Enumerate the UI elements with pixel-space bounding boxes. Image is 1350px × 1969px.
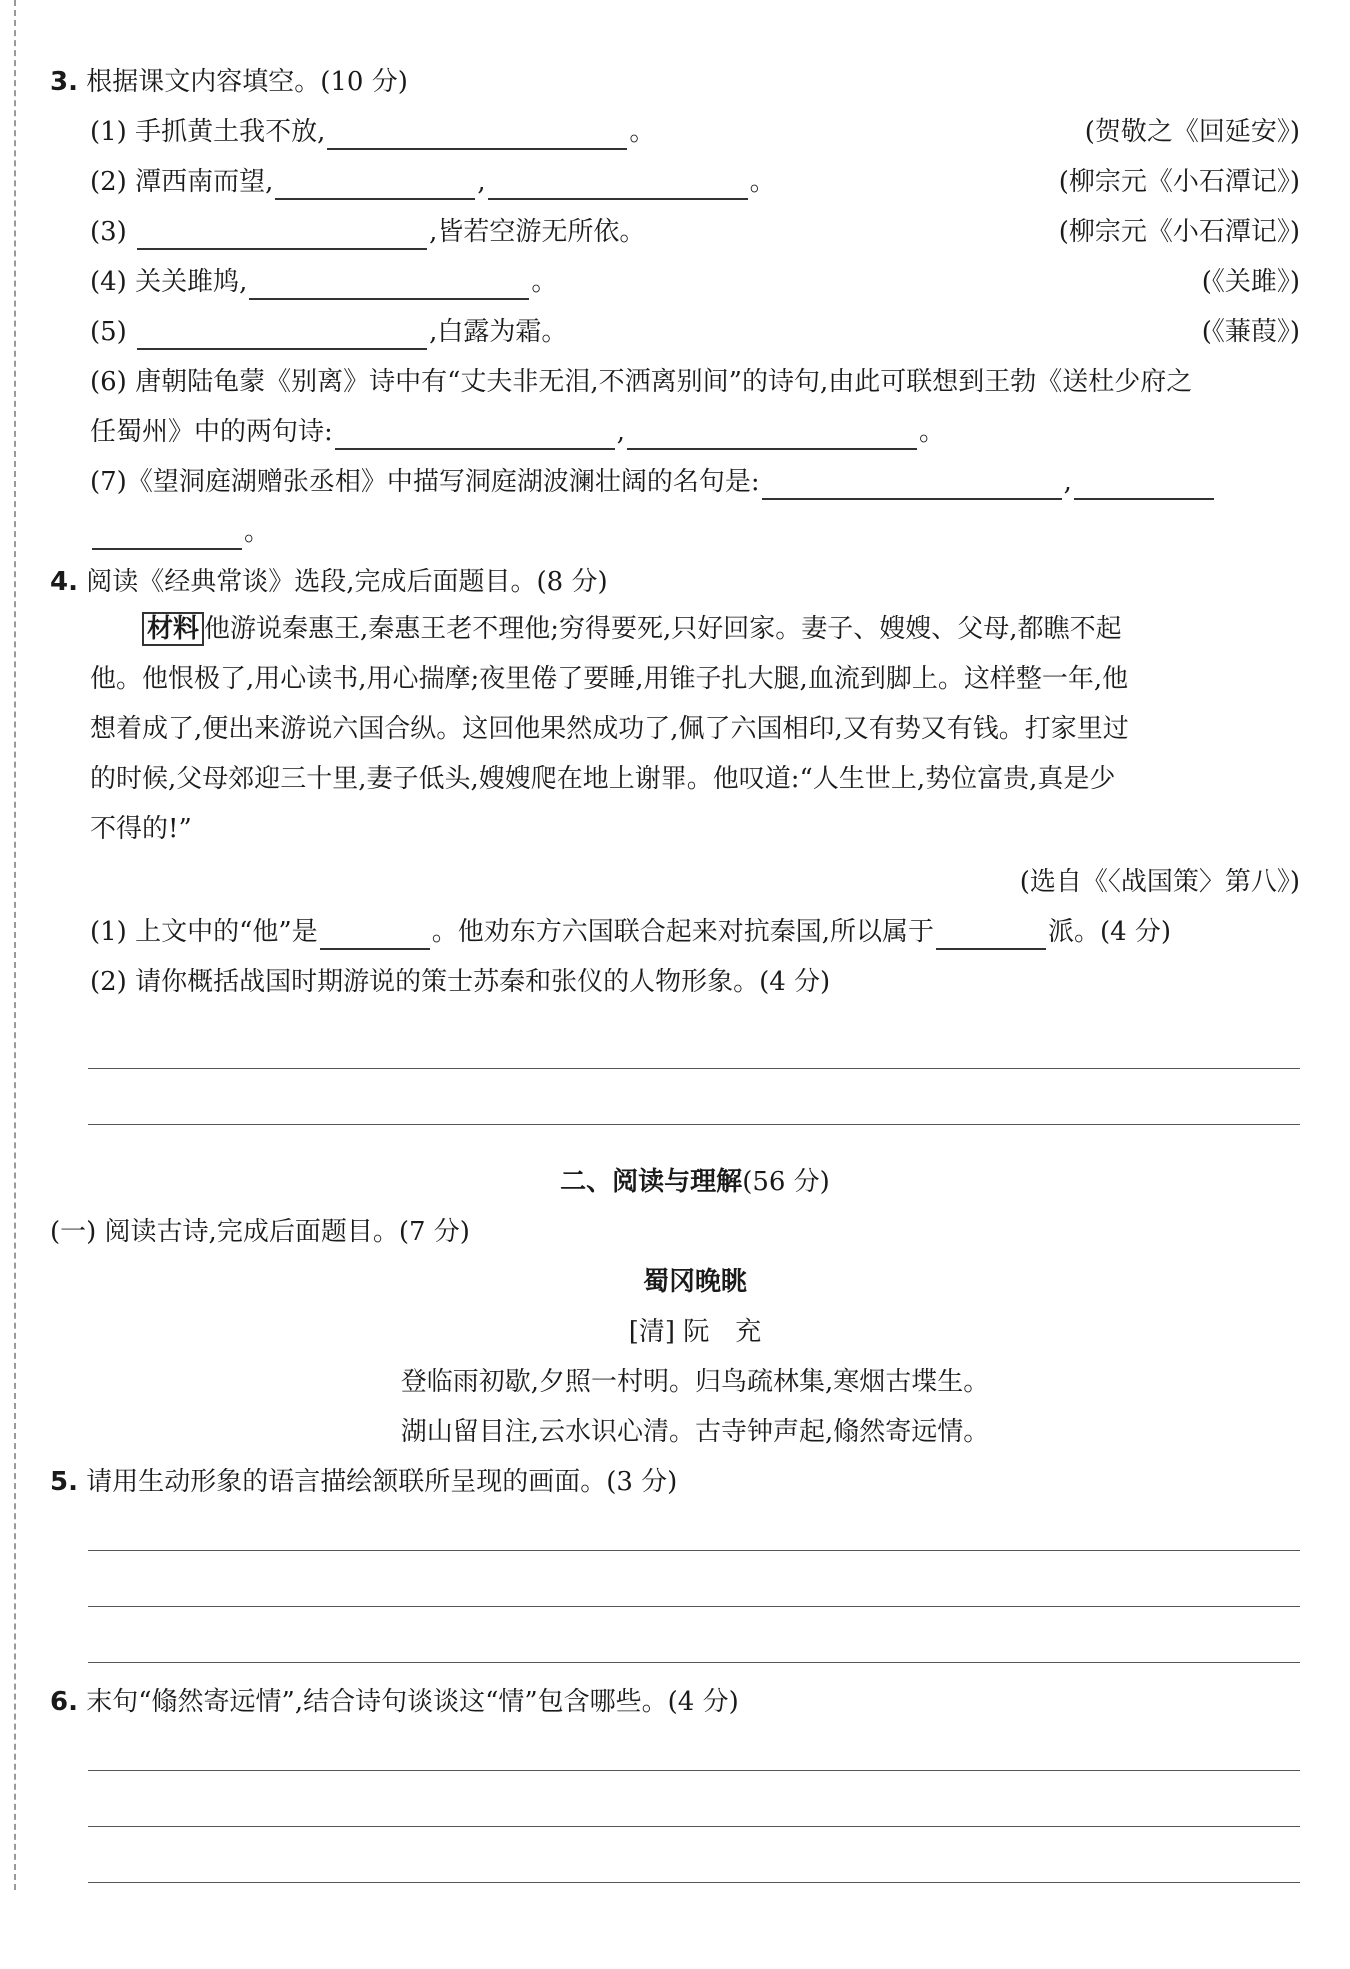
q3-title: 根据课文内容填空。(10 分) [86,67,408,97]
q3-item-6-blank-b[interactable] [627,420,917,450]
q4-material-line1 [90,604,1300,654]
q3-item-3-text: (3) [90,217,136,247]
q3-item-2 [90,164,1300,200]
q3-item-5 [90,314,1300,350]
q4-sub1-blank-b[interactable] [936,920,1046,950]
q3-item-3 [90,214,1300,250]
q3-item-7-end: 。 [244,517,271,547]
q3-item-4-end: 。 [531,267,558,297]
poem-title: 蜀冈晚眺 [642,1267,747,1297]
q4-sub1-blank-a[interactable] [320,920,430,950]
q3-item-3-end: ,皆若空游无所依。 [429,217,646,247]
q3-heading [50,64,1300,100]
part-1-title: (一) 阅读古诗,完成后面题目。(7 分) [50,1217,470,1247]
q4-material-line4: 的时候,父母郊迎三十里,妻子低头,嫂嫂爬在地上谢罪。他叹道:“人生世上,势位富贵,真是少 [90,764,1116,794]
q3-item-6-sep: , [616,417,626,447]
answer-line[interactable] [88,1124,1300,1125]
q4-material-line3: 想着成了,便出来游说六国合纵。这回他果然成功了,佩了六国相印,又有势又有钱。打家里过 [90,714,1129,744]
q3-item-6-blank-a[interactable] [335,420,615,450]
q4-sub1-text: (1) 上文中的“他”是 [90,917,318,947]
answer-line[interactable] [88,1826,1300,1827]
q6-number: 6. [50,1687,78,1717]
section-2-title [90,1164,1300,1200]
q3-item-1-end: 。 [629,117,656,147]
q3-item-7-blank-b[interactable] [1074,470,1214,500]
material-text-1: 他游说秦惠王,秦惠王老不理他;穷得要死,只好回家。妻子、嫂嫂、父母,都瞧不起 [204,614,1122,644]
q3-item-3-source: (柳宗元《小石潭记》) [1058,217,1300,247]
q3-item-4-text: (4) 关关雎鸠, [90,267,248,297]
q3-item-3-blank[interactable] [137,220,427,250]
q3-item-7-blank-c[interactable] [92,520,242,550]
q3-item-2-text: (2) 潭西南而望, [90,167,274,197]
q3-item-4-blank[interactable] [249,270,529,300]
q3-item-6-end: 。 [919,417,946,447]
q3-item-5-text: (5) [90,317,136,347]
q3-item-6-line2 [90,414,1300,450]
q4-sub1 [90,914,1300,950]
answer-line[interactable] [88,1662,1300,1663]
q6-title: 末句“翛然寄远情”,结合诗句谈谈这“情”包含哪些。(4 分) [86,1687,739,1717]
q3-item-7-sep: , [1063,467,1072,497]
answer-line[interactable] [88,1606,1300,1607]
section-2-score: (56 分) [742,1167,830,1197]
q4-material-line2: 他。他恨极了,用心读书,用心揣摩;夜里倦了要睡,用锥子扎大腿,血流到脚上。这样整一年,他 [90,664,1129,694]
q3-item-5-source: (《蒹葭》) [1201,317,1300,347]
q3-number: 3. [50,67,78,97]
material-tag: 材料 [142,612,204,646]
q3-item-6-line1: (6) 唐朝陆龟蒙《别离》诗中有“丈夫非无泪,不洒离别间”的诗句,由此可联想到王勃《送杜少府之 [90,367,1193,397]
q3-item-7 [90,464,1300,500]
q3-item-5-end: ,白露为霜。 [429,317,568,347]
q4-material-line5: 不得的!” [90,814,192,844]
q3-item-2-end: 。 [749,167,776,197]
q3-item-7-blank-a[interactable] [762,470,1062,500]
section-2-heading: 二、阅读与理解 [560,1167,743,1197]
q4-heading [50,564,1300,600]
answer-line[interactable] [88,1770,1300,1771]
q3-item-1 [90,114,1300,150]
q4-sub1-end: 派。(4 分) [1047,917,1172,947]
q4-number: 4. [50,567,78,597]
q4-sub1-mid: 。他劝东方六国联合起来对抗秦国,所以属于 [431,917,934,947]
q6-heading [50,1684,1300,1720]
answer-line[interactable] [88,1882,1300,1883]
q4-sub2: (2) 请你概括战国时期游说的策士苏秦和张仪的人物形象。(4 分) [90,967,831,997]
q3-item-1-text: (1) 手抓黄土我不放, [90,117,326,147]
q3-item-2-blank-b[interactable] [488,170,748,200]
poem-author: [清] 阮 充 [628,1317,762,1347]
poem-line-1: 登临雨初歇,夕照一村明。归鸟疏林集,寒烟古堞生。 [400,1367,990,1397]
poem-line-2: 湖山留目注,云水识心清。古寺钟声起,翛然寄远情。 [400,1417,990,1447]
q4-title: 阅读《经典常谈》选段,完成后面题目。(8 分) [86,567,608,597]
binding-dashed-border [14,0,16,1890]
q3-item-2-source: (柳宗元《小石潭记》) [1058,167,1300,197]
q3-item-2-sep: , [477,167,486,197]
q3-item-4 [90,264,1300,300]
q5-heading [50,1464,1300,1500]
q5-number: 5. [50,1467,78,1497]
q3-item-1-source: (贺敬之《回延安》) [1084,117,1300,147]
q3-item-5-blank[interactable] [137,320,427,350]
q4-source: (选自《〈战国策〉第八》) [1019,867,1300,897]
q3-item-1-blank[interactable] [327,120,627,150]
q3-item-6-text: 任蜀州》中的两句诗: [90,417,333,447]
answer-line[interactable] [88,1068,1300,1069]
q3-item-7-cont [90,514,1300,550]
q5-title: 请用生动形象的语言描绘颔联所呈现的画面。(3 分) [86,1467,678,1497]
answer-line[interactable] [88,1550,1300,1551]
q3-item-2-blank-a[interactable] [275,170,475,200]
q3-item-4-source: (《关雎》) [1201,267,1300,297]
q3-item-7-text: (7)《望洞庭湖赠张丞相》中描写洞庭湖波澜壮阔的名句是: [90,467,760,497]
